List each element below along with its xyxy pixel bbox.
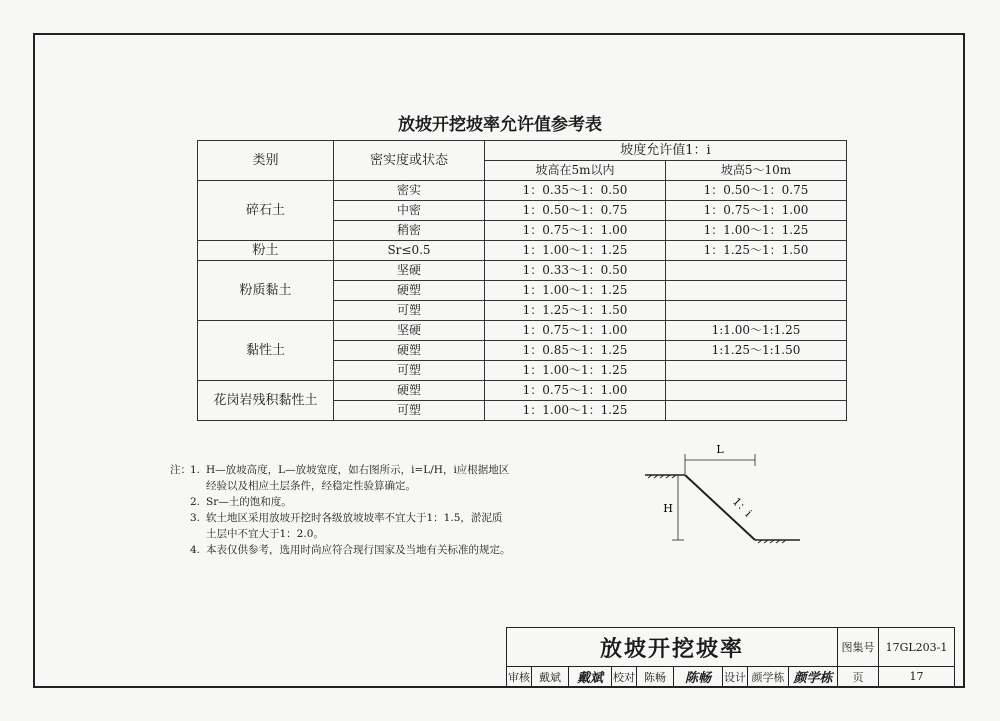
state-cell: 硬塑	[334, 281, 485, 301]
value-5m-cell: 1：1.25～1：1.50	[485, 301, 666, 321]
value-5m-cell: 1：0.85～1：1.25	[485, 341, 666, 361]
header-allow: 坡度允许值1：i	[485, 141, 847, 161]
width-label: L	[716, 443, 724, 456]
state-cell: 硬塑	[334, 381, 485, 401]
state-cell: Sr≤0.5	[334, 241, 485, 261]
check-label: 校对	[612, 667, 637, 687]
value-5m-cell: 1：1.00～1：1.25	[485, 361, 666, 381]
value-5m-cell: 1：0.50～1：0.75	[485, 201, 666, 221]
state-cell: 可塑	[334, 301, 485, 321]
checker-signature: 陈畅	[674, 667, 723, 687]
designer-name: 颜学栋	[748, 667, 789, 687]
value-5-10m-cell: 1:1.25～1:1.50	[666, 341, 847, 361]
value-5m-cell: 1：0.75～1：1.00	[485, 381, 666, 401]
value-5m-cell: 1：1.00～1：1.25	[485, 401, 666, 421]
state-cell: 可塑	[334, 361, 485, 381]
value-5-10m-cell: 1：1.00～1：1.25	[666, 221, 847, 241]
title-block	[506, 627, 955, 687]
note-text: 本表仅供参考，选用时尚应符合现行国家及当地有关标准的规定。	[206, 544, 511, 556]
value-5m-cell: 1：0.75～1：1.00	[485, 321, 666, 341]
state-cell: 稍密	[334, 221, 485, 241]
value-5m-cell: 1：1.00～1：1.25	[485, 241, 666, 261]
table-row	[198, 381, 847, 401]
note-text: H—放坡高度，L—放坡宽度，如右图所示，i=L/H，i应根据地区	[206, 464, 510, 476]
note-number: 2.	[190, 496, 201, 508]
state-cell: 硬塑	[334, 341, 485, 361]
note-text: 软土地区采用放坡开挖时各级放坡坡率不宜大于1：1.5，淤泥质	[206, 512, 503, 524]
value-5-10m-cell	[666, 281, 847, 301]
note-text: Sr—土的饱和度。	[206, 496, 292, 508]
design-label: 设计	[723, 667, 748, 687]
drawing-title: 放坡开挖坡率	[507, 628, 838, 667]
slope-ratio-label: 1：i	[729, 494, 755, 520]
checker-name: 陈畅	[637, 667, 674, 687]
value-5-10m-cell: 1:1.00～1:1.25	[666, 321, 847, 341]
page-label: 页	[838, 667, 879, 687]
header-density: 密实度或状态	[334, 141, 485, 181]
value-5m-cell: 1：1.00～1：1.25	[485, 281, 666, 301]
table-row	[198, 261, 847, 281]
reviewer-name: 戴斌	[532, 667, 569, 687]
value-5-10m-cell	[666, 361, 847, 381]
value-5m-cell: 1：0.75～1：1.00	[485, 221, 666, 241]
state-cell: 坚硬	[334, 261, 485, 281]
category-cell: 粉土	[198, 241, 334, 261]
note-continuation: 经验以及相应土层条件，经稳定性验算确定。	[206, 480, 416, 492]
header-height-5m: 坡高在5m以内	[485, 161, 666, 181]
page-title: 放坡开挖坡率允许值参考表	[398, 115, 602, 135]
review-label: 审核	[507, 667, 532, 687]
height-label: H	[663, 502, 673, 515]
category-cell: 黏性土	[198, 321, 334, 381]
slope-table	[197, 140, 847, 421]
slope-diagram	[640, 440, 820, 555]
value-5m-cell: 1：0.33～1：0.50	[485, 261, 666, 281]
state-cell: 密实	[334, 181, 485, 201]
category-cell: 碎石土	[198, 181, 334, 241]
note-number: 4.	[190, 544, 201, 556]
state-cell: 中密	[334, 201, 485, 221]
value-5-10m-cell	[666, 301, 847, 321]
notes	[170, 462, 511, 558]
table-row	[198, 181, 847, 201]
header-height-5-10m: 坡高5～10m	[666, 161, 847, 181]
value-5m-cell: 1：0.35～1：0.50	[485, 181, 666, 201]
category-cell: 粉质黏土	[198, 261, 334, 321]
value-5-10m-cell: 1：0.50～1：0.75	[666, 181, 847, 201]
note-continuation: 土层中不宜大于1：2.0。	[206, 528, 324, 540]
table-row	[198, 241, 847, 261]
value-5-10m-cell	[666, 401, 847, 421]
page-number: 17	[879, 667, 955, 687]
atlas-number: 17GL203-1	[879, 628, 955, 667]
value-5-10m-cell: 1：1.25～1：1.50	[666, 241, 847, 261]
value-5-10m-cell	[666, 261, 847, 281]
state-cell: 坚硬	[334, 321, 485, 341]
category-cell: 花岗岩残积黏性土	[198, 381, 334, 421]
header-category: 类别	[198, 141, 334, 181]
reviewer-signature: 戴斌	[569, 667, 612, 687]
value-5-10m-cell	[666, 381, 847, 401]
notes-lead: 注：	[170, 464, 191, 476]
atlas-label: 图集号	[838, 628, 879, 667]
designer-signature: 颜学栋	[789, 667, 838, 687]
note-number: 1.	[190, 464, 201, 476]
note-number: 3.	[190, 512, 201, 524]
state-cell: 可塑	[334, 401, 485, 421]
value-5-10m-cell: 1：0.75～1：1.00	[666, 201, 847, 221]
table-row	[198, 321, 847, 341]
